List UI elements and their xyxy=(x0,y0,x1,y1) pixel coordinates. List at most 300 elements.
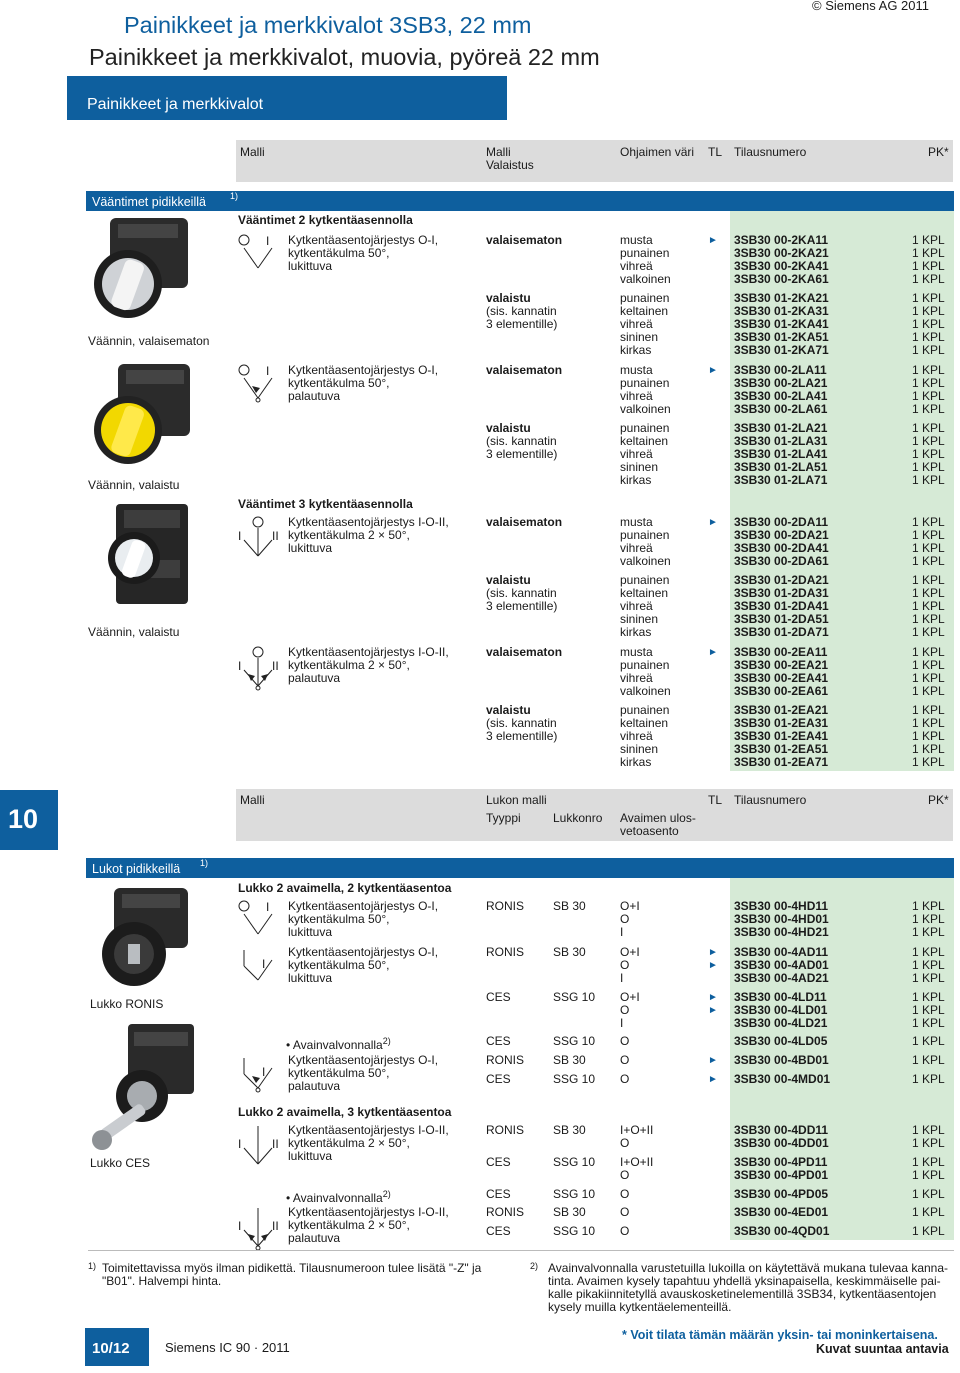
description-line: kytkentäkulma 50°, xyxy=(288,1066,390,1080)
footnote-2-line: Avainvalvonnalla varustetuilla lukoilla on käytettävä mukana tulevaa kanna- xyxy=(548,1261,949,1275)
footnote-1-line: Toimitettavissa myös ilman pidikettä. Tilausnumeroon tulee lisätä "-Z" ja xyxy=(102,1261,482,1275)
package-quantity: 1 KPL xyxy=(912,645,945,659)
package-quantity: 1 KPL xyxy=(912,554,945,568)
package-quantity: 1 KPL xyxy=(912,259,945,273)
description-line: lukittuva xyxy=(288,1149,333,1163)
actuator-color: vihreä xyxy=(620,259,653,273)
symbol-label-i: I xyxy=(262,957,266,971)
footnote-ref: 1) xyxy=(200,858,209,868)
description-line: kytkentäkulma 2 × 50°, xyxy=(288,1218,410,1232)
key-monitoring-note xyxy=(286,1035,391,1052)
photo-caption: Lukko RONIS xyxy=(90,997,164,1011)
illumination-label: (sis. kannatin xyxy=(486,586,557,600)
footnote-ref: 2) xyxy=(382,1189,391,1199)
description-line: Kytkentäasentojärjestys O-I, xyxy=(288,363,439,377)
actuator-color: punainen xyxy=(620,703,670,717)
page-title: Painikkeet ja merkkivalot 3SB3, 22 mm xyxy=(124,12,532,38)
package-quantity: 1 KPL xyxy=(912,272,945,286)
actuator-color: sininen xyxy=(620,742,659,756)
order-number: 3SB30 00-2DA41 xyxy=(734,541,829,555)
order-note: * Voit tilata tämän määrän yksin- tai moninkertaisena. xyxy=(622,1328,938,1342)
section-heading-lukot xyxy=(86,858,954,878)
col-tilausnumero: Tilausnumero xyxy=(734,145,807,159)
photo-caption: Väännin, valaisematon xyxy=(88,334,210,348)
description-block xyxy=(288,946,438,985)
illumination-label: valaisematon xyxy=(486,645,563,659)
col-valaistus: Valaistus xyxy=(486,158,534,172)
order-number: 3SB30 00-2DA21 xyxy=(734,528,829,542)
order-number: 3SB30 00-2KA11 xyxy=(734,233,829,247)
actuator-color: kirkas xyxy=(620,755,652,769)
description-block xyxy=(288,516,449,555)
illumination-label: valaisematon xyxy=(486,233,563,247)
actuator-color: vihreä xyxy=(620,729,653,743)
package-quantity: 1 KPL xyxy=(912,291,945,305)
illumination-label: 3 elementille) xyxy=(486,447,558,461)
symbol-label-i: I xyxy=(238,1219,242,1233)
photo-caption: Väännin, valaistu xyxy=(88,478,180,492)
section-band-label: Painikkeet ja merkkivalot xyxy=(87,96,264,113)
package-quantity: 1 KPL xyxy=(912,528,945,542)
illumination-label: (sis. kannatin xyxy=(486,716,557,730)
package-quantity: 1 KPL xyxy=(912,625,945,639)
package-quantity: 1 KPL xyxy=(912,1003,945,1017)
delivery-marker: ► xyxy=(708,1074,718,1085)
description-line: Kytkentäasentojärjestys O-I, xyxy=(288,945,439,959)
page-number-box xyxy=(85,1328,149,1366)
col-tyyppi: Tyyppi xyxy=(486,811,521,825)
actuator-color: punainen xyxy=(620,376,670,390)
lock-type: RONIS xyxy=(486,899,525,913)
actuator-color: punainen xyxy=(620,528,670,542)
order-number: 3SB30 00-4LD01 xyxy=(734,1003,828,1017)
package-quantity: 1 KPL xyxy=(912,1205,945,1219)
col-malli-2: Malli xyxy=(486,145,511,159)
key-removal-position: O xyxy=(620,1072,630,1086)
order-number: 3SB30 00-4LD05 xyxy=(734,1034,828,1048)
actuator-color: musta xyxy=(620,515,653,529)
actuator-color: vihreä xyxy=(620,541,653,555)
symbol-label-ii: II xyxy=(272,659,279,673)
col-avaimen-line: Avaimen ulos- xyxy=(620,811,696,825)
order-number: 3SB30 01-2DA31 xyxy=(734,586,829,600)
lock-type: CES xyxy=(486,1155,511,1169)
key-removal-position: O xyxy=(620,1003,630,1017)
switch-symbol-latching xyxy=(238,234,278,274)
order-number: 3SB30 00-4PD01 xyxy=(734,1168,829,1182)
delivery-marker: ► xyxy=(708,365,718,376)
table-header xyxy=(236,140,953,182)
actuator-color: musta xyxy=(620,233,653,247)
lock-number: SB 30 xyxy=(553,1123,586,1137)
package-quantity: 1 KPL xyxy=(912,363,945,377)
order-number: 3SB30 01-2LA71 xyxy=(734,473,828,487)
col-lukkonro: Lukkonro xyxy=(553,811,603,825)
order-number: 3SB30 00-4DD11 xyxy=(734,1123,829,1137)
key-removal-position: O xyxy=(620,912,630,926)
key-removal-position: O xyxy=(620,958,630,972)
symbol-label-i: I xyxy=(238,1137,242,1151)
illumination-label: valaisematon xyxy=(486,515,563,529)
description-line: Kytkentäasentojärjestys I-O-II, xyxy=(288,515,449,529)
delivery-marker: ► xyxy=(708,1005,718,1016)
order-number: 3SB30 00-4AD21 xyxy=(734,971,829,985)
key-monitoring-note xyxy=(286,1188,391,1205)
footnote-2-line: kysely muilla kytkentäelementeillä. xyxy=(548,1300,732,1314)
delivery-marker: ► xyxy=(708,947,718,958)
chapter-number: 10 xyxy=(8,804,39,834)
package-quantity: 1 KPL xyxy=(912,1053,945,1067)
order-number: 3SB30 00-4PD11 xyxy=(734,1155,828,1169)
order-number: 3SB30 00-2KA41 xyxy=(734,259,829,273)
actuator-color: vihreä xyxy=(620,599,653,613)
symbol-label-i: I xyxy=(266,900,270,914)
package-quantity: 1 KPL xyxy=(912,233,945,247)
order-number: 3SB30 01-2LA51 xyxy=(734,460,828,474)
order-number: 3SB30 00-4PD05 xyxy=(734,1187,829,1201)
order-number: 3SB30 00-4ED01 xyxy=(734,1205,829,1219)
package-quantity: 1 KPL xyxy=(912,389,945,403)
key-removal-position: I+O+II xyxy=(620,1155,654,1169)
key-removal-position: O xyxy=(620,1136,630,1150)
switch-symbol-latching xyxy=(238,900,278,940)
package-quantity: 1 KPL xyxy=(912,1016,945,1030)
description-line: Kytkentäasentojärjestys O-I, xyxy=(288,1053,439,1067)
package-quantity: 1 KPL xyxy=(912,304,945,318)
description-line: kytkentäkulma 2 × 50°, xyxy=(288,1136,410,1150)
order-number: 3SB30 01-2KA21 xyxy=(734,291,829,305)
order-number: 3SB30 00-2EA11 xyxy=(734,645,828,659)
description-line: Kytkentäasentojärjestys O-I, xyxy=(288,899,439,913)
actuator-color: vihreä xyxy=(620,671,653,685)
order-number: 3SB30 01-2EA51 xyxy=(734,742,829,756)
description-line: kytkentäkulma 50°, xyxy=(288,376,390,390)
col-malli: Malli xyxy=(240,793,265,807)
actuator-color: punainen xyxy=(620,291,670,305)
footnote-1-mark: 1) xyxy=(88,1261,97,1271)
package-quantity: 1 KPL xyxy=(912,246,945,260)
col-pk: PK* xyxy=(928,145,949,159)
order-number: 3SB30 00-4AD01 xyxy=(734,958,829,972)
photo-caption: Väännin, valaistu xyxy=(88,625,180,639)
description-block xyxy=(288,364,438,403)
illumination-label: 3 elementille) xyxy=(486,729,558,743)
subheading-lock-3-positions: Lukko 2 avaimella, 3 kytkentäasentoa xyxy=(238,1105,452,1119)
order-number: 3SB30 01-2LA31 xyxy=(734,434,828,448)
package-quantity: 1 KPL xyxy=(912,541,945,555)
illumination-label: valaistu xyxy=(486,703,531,717)
package-quantity: 1 KPL xyxy=(912,971,945,985)
footnote-1-line: "B01". Halvempi hinta. xyxy=(102,1274,222,1288)
package-quantity: 1 KPL xyxy=(912,945,945,959)
symbol-label-i: I xyxy=(266,234,270,248)
order-number: 3SB30 01-2DA21 xyxy=(734,573,829,587)
actuator-color: valkoinen xyxy=(620,554,671,568)
order-number: 3SB30 00-2EA21 xyxy=(734,658,829,672)
description-line: kytkentäkulma 50°, xyxy=(288,246,390,260)
package-quantity: 1 KPL xyxy=(912,599,945,613)
order-number: 3SB30 01-2DA51 xyxy=(734,612,829,626)
description-line: lukittuva xyxy=(288,259,333,273)
lock-type: RONIS xyxy=(486,1205,525,1219)
section-heading-label: Lukot pidikkeillä xyxy=(92,862,181,876)
description-block xyxy=(288,900,438,939)
description-line: kytkentäkulma 2 × 50°, xyxy=(288,528,410,542)
lock-number: SB 30 xyxy=(553,1053,586,1067)
description-line: lukittuva xyxy=(288,541,333,555)
footnote-2-line: kalle pikakiinnitetyllä avauskosketinelementillä 3SB34, kytkentäasentojen xyxy=(548,1287,937,1301)
order-number: 3SB30 00-2LA61 xyxy=(734,402,828,416)
package-quantity: 1 KPL xyxy=(912,447,945,461)
actuator-color: kirkas xyxy=(620,343,652,357)
description-block xyxy=(288,646,449,685)
order-number: 3SB30 00-4LD11 xyxy=(734,990,827,1004)
package-quantity: 1 KPL xyxy=(912,515,945,529)
actuator-color: sininen xyxy=(620,330,659,344)
image-disclaimer: Kuvat suuntaa antavia xyxy=(816,1342,949,1356)
section-heading-vaantimet xyxy=(86,191,954,211)
illumination-label: 3 elementille) xyxy=(486,317,558,331)
description-line: Kytkentäasentojärjestys I-O-II, xyxy=(288,1205,449,1219)
order-number: 3SB30 00-4HD21 xyxy=(734,925,829,939)
package-quantity: 1 KPL xyxy=(912,1034,945,1048)
description-line: lukittuva xyxy=(288,971,333,985)
subheading-2-positions: Vääntimet 2 kytkentäasennolla xyxy=(238,213,413,227)
lock-type: RONIS xyxy=(486,1053,525,1067)
lock-number: SSG 10 xyxy=(553,1034,596,1048)
order-number: 3SB30 00-4BD01 xyxy=(734,1053,829,1067)
key-monitoring-label: • Avainvalvonnalla xyxy=(286,1038,383,1052)
footnote-2-line: tinta. Avaimen kysely tapahtuu yhdellä yksinapaisella, keskimmäiselle pai- xyxy=(548,1274,941,1288)
actuator-color: valkoinen xyxy=(620,402,671,416)
switch-unlit-photo xyxy=(88,214,198,332)
actuator-color: vihreä xyxy=(620,447,653,461)
actuator-color: vihreä xyxy=(620,389,653,403)
delivery-marker: ► xyxy=(708,235,718,246)
lock-number: SB 30 xyxy=(553,945,586,959)
order-number: 3SB30 00-2DA61 xyxy=(734,554,829,568)
lock-number: SSG 10 xyxy=(553,1224,596,1238)
symbol-label-i: I xyxy=(238,659,242,673)
col-avaimen xyxy=(620,812,696,838)
footnote-2-mark: 2) xyxy=(530,1261,539,1271)
order-number: 3SB30 01-2DA71 xyxy=(734,625,829,639)
order-number: 3SB30 01-2DA41 xyxy=(734,599,829,613)
package-quantity: 1 KPL xyxy=(912,1123,945,1137)
order-number: 3SB30 01-2KA41 xyxy=(734,317,829,331)
catalog-label: Siemens IC 90 · 2011 xyxy=(165,1340,290,1355)
order-number: 3SB30 00-4DD01 xyxy=(734,1136,829,1150)
package-quantity: 1 KPL xyxy=(912,925,945,939)
description-line: palautuva xyxy=(288,671,341,685)
order-number: 3SB30 01-2EA71 xyxy=(734,755,829,769)
description-line: palautuva xyxy=(288,1079,341,1093)
package-quantity: 1 KPL xyxy=(912,402,945,416)
col-avaimen-line: vetoasento xyxy=(620,824,679,838)
col-pk: PK* xyxy=(928,793,949,807)
package-quantity: 1 KPL xyxy=(912,958,945,972)
order-number: 3SB30 00-2EA41 xyxy=(734,671,829,685)
package-quantity: 1 KPL xyxy=(912,612,945,626)
key-removal-position: O xyxy=(620,1053,630,1067)
order-number: 3SB30 01-2KA71 xyxy=(734,343,829,357)
package-quantity: 1 KPL xyxy=(912,434,945,448)
package-quantity: 1 KPL xyxy=(912,586,945,600)
actuator-color: punainen xyxy=(620,246,670,260)
symbol-label-ii: II xyxy=(272,529,279,543)
order-number: 3SB30 00-2LA41 xyxy=(734,389,828,403)
description-line: kytkentäkulma 50°, xyxy=(288,958,390,972)
lock-number: SSG 10 xyxy=(553,1155,596,1169)
description-line: kytkentäkulma 50°, xyxy=(288,912,390,926)
package-quantity: 1 KPL xyxy=(912,1187,945,1201)
footnote-ref: 1) xyxy=(230,191,239,201)
footnote-divider xyxy=(88,1250,954,1251)
actuator-color: sininen xyxy=(620,612,659,626)
order-number: 3SB30 01-2KA31 xyxy=(734,304,829,318)
key-removal-position: I xyxy=(620,925,624,939)
col-tl: TL xyxy=(708,793,723,807)
key-removal-position: I+O+II xyxy=(620,1123,654,1137)
lock-ronis-photo xyxy=(88,882,198,994)
symbol-label-i: I xyxy=(266,364,270,378)
key-removal-position: O xyxy=(620,1187,630,1201)
lock-type: RONIS xyxy=(486,1123,525,1137)
col-lukon-malli: Lukon malli xyxy=(486,793,547,807)
key-removal-position: O+I xyxy=(620,945,640,959)
switch-symbol-momentary xyxy=(238,364,278,404)
illumination-label: valaisematon xyxy=(486,363,563,377)
package-quantity: 1 KPL xyxy=(912,899,945,913)
package-quantity: 1 KPL xyxy=(912,1072,945,1086)
lock-number: SSG 10 xyxy=(553,990,596,1004)
package-quantity: 1 KPL xyxy=(912,473,945,487)
lock-type: CES xyxy=(486,1072,511,1086)
symbol-label-i: I xyxy=(262,1065,266,1079)
description-line: palautuva xyxy=(288,1231,341,1245)
section-heading-label: Vääntimet pidikkeillä xyxy=(92,195,206,209)
illumination-label: 3 elementille) xyxy=(486,599,558,613)
symbol-label-ii: II xyxy=(272,1219,279,1233)
package-quantity: 1 KPL xyxy=(912,573,945,587)
order-number: 3SB30 00-2LA21 xyxy=(734,376,828,390)
illumination-label: (sis. kannatin xyxy=(486,304,557,318)
order-number: 3SB30 00-4HD11 xyxy=(734,899,829,913)
order-number: 3SB30 00-4HD01 xyxy=(734,912,829,926)
actuator-color: musta xyxy=(620,645,653,659)
lock-number: SSG 10 xyxy=(553,1072,596,1086)
package-quantity: 1 KPL xyxy=(912,460,945,474)
lock-ces-photo xyxy=(88,1020,198,1156)
delivery-marker: ► xyxy=(708,992,718,1003)
order-number: 3SB30 01-2KA51 xyxy=(734,330,829,344)
package-quantity: 1 KPL xyxy=(912,376,945,390)
key-removal-position: I xyxy=(620,971,624,985)
illumination-label: valaistu xyxy=(486,421,531,435)
actuator-color: punainen xyxy=(620,573,670,587)
actuator-color: sininen xyxy=(620,460,659,474)
description-block xyxy=(288,1054,438,1093)
actuator-color: keltainen xyxy=(620,716,669,730)
copyright: © Siemens AG 2011 xyxy=(812,0,930,13)
order-number: 3SB30 00-2EA61 xyxy=(734,684,829,698)
order-number: 3SB30 01-2EA21 xyxy=(734,703,829,717)
actuator-color: kirkas xyxy=(620,625,652,639)
order-number: 3SB30 00-4AD11 xyxy=(734,945,829,959)
key-removal-position: O xyxy=(620,1205,630,1219)
section-band xyxy=(67,76,507,120)
order-number: 3SB30 01-2LA21 xyxy=(734,421,828,435)
package-quantity: 1 KPL xyxy=(912,421,945,435)
switch-lit-clear-photo xyxy=(88,500,198,622)
page-number: 10/12 xyxy=(92,1340,130,1357)
lock-type: CES xyxy=(486,1034,511,1048)
switch-symbol-latching-alt xyxy=(238,946,278,986)
package-quantity: 1 KPL xyxy=(912,684,945,698)
lock-type: RONIS xyxy=(486,945,525,959)
description-block xyxy=(288,1206,449,1245)
order-number: 3SB30 01-2EA41 xyxy=(734,729,829,743)
photo-caption: Lukko CES xyxy=(90,1156,151,1170)
symbol-label-i: I xyxy=(238,529,242,543)
delivery-marker: ► xyxy=(708,517,718,528)
package-quantity: 1 KPL xyxy=(912,1155,945,1169)
col-malli: Malli xyxy=(240,145,265,159)
key-removal-position: O+I xyxy=(620,990,640,1004)
actuator-color: vihreä xyxy=(620,317,653,331)
package-quantity: 1 KPL xyxy=(912,1168,945,1182)
lock-type: CES xyxy=(486,1187,511,1201)
illumination-label: valaistu xyxy=(486,291,531,305)
page-subtitle: Painikkeet ja merkkivalot, muovia, pyöreä 22 mm xyxy=(89,44,600,70)
description-line: palautuva xyxy=(288,389,341,403)
lock-number: SB 30 xyxy=(553,899,586,913)
col-tl: TL xyxy=(708,145,723,159)
package-quantity: 1 KPL xyxy=(912,317,945,331)
actuator-color: keltainen xyxy=(620,434,669,448)
order-number: 3SB30 01-2EA31 xyxy=(734,716,829,730)
lock-type: CES xyxy=(486,1224,511,1238)
lock-number: SSG 10 xyxy=(553,1187,596,1201)
description-line: Kytkentäasentojärjestys I-O-II, xyxy=(288,645,449,659)
illumination-label: (sis. kannatin xyxy=(486,434,557,448)
illumination-label: valaistu xyxy=(486,573,531,587)
actuator-color: punainen xyxy=(620,658,670,672)
actuator-color: valkoinen xyxy=(620,272,671,286)
package-quantity: 1 KPL xyxy=(912,755,945,769)
switch-lit-yellow-photo xyxy=(88,358,198,476)
subheading-3-positions: Vääntimet 3 kytkentäasennolla xyxy=(238,497,413,511)
key-removal-position: O xyxy=(620,1224,630,1238)
key-removal-position: O+I xyxy=(620,899,640,913)
footnote-2-text xyxy=(548,1262,948,1314)
description-line: lukittuva xyxy=(288,925,333,939)
actuator-color: punainen xyxy=(620,421,670,435)
description-block xyxy=(288,234,438,273)
key-monitoring-label: • Avainvalvonnalla xyxy=(286,1191,383,1205)
actuator-color: keltainen xyxy=(620,586,669,600)
package-quantity: 1 KPL xyxy=(912,671,945,685)
order-number: 3SB30 00-2KA61 xyxy=(734,272,829,286)
package-quantity: 1 KPL xyxy=(912,990,945,1004)
package-quantity: 1 KPL xyxy=(912,703,945,717)
delivery-marker: ► xyxy=(708,960,718,971)
package-quantity: 1 KPL xyxy=(912,716,945,730)
delivery-marker: ► xyxy=(708,1055,718,1066)
order-number: 3SB30 00-2DA11 xyxy=(734,515,829,529)
description-line: Kytkentäasentojärjestys I-O-II, xyxy=(288,1123,449,1137)
package-quantity: 1 KPL xyxy=(912,1224,945,1238)
